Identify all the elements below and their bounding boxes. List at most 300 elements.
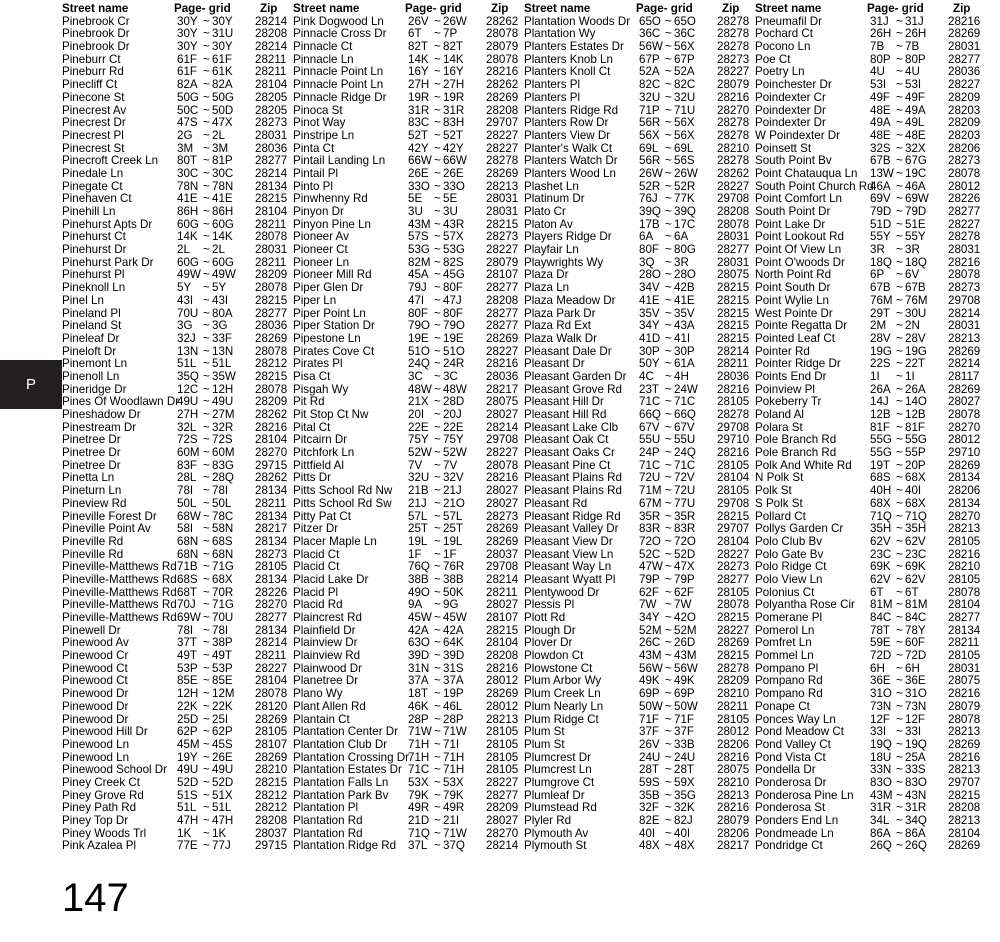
page-grid-start: 61F xyxy=(177,65,197,79)
zip-code: 28078 xyxy=(717,598,750,612)
zip-code: 28270 xyxy=(717,103,750,117)
street-name: Pineland Pl xyxy=(62,306,121,320)
page-grid-end: 60G xyxy=(212,217,234,231)
zip-code: 28205 xyxy=(255,90,288,104)
range-tilde: ~ xyxy=(203,763,210,777)
page-grid-end: 5Y xyxy=(212,281,227,295)
page-grid-start: 3Q xyxy=(639,255,655,269)
page-grid-start: 69K xyxy=(870,560,891,574)
zip-code: 28227 xyxy=(948,78,981,92)
page-grid-start: 34L xyxy=(870,814,890,827)
page-grid-end: 40I xyxy=(905,484,922,498)
page-grid-start: 85E xyxy=(177,674,198,688)
street-name: Plowstone Ct xyxy=(524,661,593,675)
street-name: Point Comfort Ln xyxy=(755,192,842,206)
street-name: Plumstead Rd xyxy=(524,801,597,815)
zip-code: 28277 xyxy=(486,306,519,320)
page-grid-start: 35R xyxy=(639,509,661,523)
page-grid-start: 22S xyxy=(870,357,891,371)
zip-code: 29707 xyxy=(486,116,519,130)
page-grid-start: 57L xyxy=(408,509,428,523)
range-tilde: ~ xyxy=(434,484,441,498)
page-grid-end: 16Y xyxy=(443,65,464,79)
zip-code: 28210 xyxy=(717,775,750,789)
range-tilde: ~ xyxy=(203,103,210,117)
range-tilde: ~ xyxy=(665,814,672,827)
street-name: Pomfret Ln xyxy=(755,636,812,650)
street-name: Pinetta Ln xyxy=(62,471,115,485)
zip-code: 28104 xyxy=(717,534,750,548)
range-tilde: ~ xyxy=(896,230,903,244)
page-grid-end: 77U xyxy=(674,496,696,510)
page-grid-end: 64K xyxy=(443,636,464,650)
page-grid-start: 35B xyxy=(639,788,660,802)
street-name: Polo Club Bv xyxy=(755,534,823,548)
page-grid-end: 60G xyxy=(212,255,234,269)
zip-code: 28262 xyxy=(486,14,519,28)
range-tilde: ~ xyxy=(434,788,441,802)
range-tilde: ~ xyxy=(203,90,210,104)
range-tilde: ~ xyxy=(434,649,441,663)
page-grid-end: 42O xyxy=(674,611,696,624)
page-grid-start: 28P xyxy=(408,712,429,726)
zip-code: 28078 xyxy=(255,344,288,358)
page-grid-end: 69W xyxy=(905,192,929,206)
zip-code: 28273 xyxy=(255,547,288,561)
page-grid-start: 55G xyxy=(870,433,892,447)
page-grid-end: 71G xyxy=(212,598,234,612)
street-name: Plaza Meadow Dr xyxy=(524,293,616,307)
range-tilde: ~ xyxy=(896,179,903,193)
street-name: Players Ridge Dr xyxy=(524,230,612,244)
range-tilde: ~ xyxy=(665,293,672,307)
page-grid-end: 55U xyxy=(674,433,696,447)
street-name: Pointer Ridge Dr xyxy=(755,357,841,371)
range-tilde: ~ xyxy=(665,128,672,142)
page-grid-start: 43M xyxy=(870,788,893,802)
page-grid-start: 12B xyxy=(870,408,891,421)
page-grid-end: 59X xyxy=(674,775,695,789)
street-name: Pinnacle Ridge Dr xyxy=(293,90,387,104)
page-grid-end: 37Q xyxy=(443,839,465,853)
page-grid-end: 39Q xyxy=(674,205,696,218)
range-tilde: ~ xyxy=(665,560,672,574)
zip-code: 28215 xyxy=(486,217,519,231)
zip-code: 28031 xyxy=(948,319,981,333)
range-tilde: ~ xyxy=(434,699,441,713)
page-grid-end: 67V xyxy=(674,420,695,434)
range-tilde: ~ xyxy=(434,255,441,269)
range-tilde: ~ xyxy=(665,281,672,295)
page-grid-end: 62P xyxy=(212,725,233,739)
page-grid-start: 50C xyxy=(177,103,199,117)
page-grid-end: 49K xyxy=(674,674,695,688)
street-name: Plainview Rd xyxy=(293,649,361,663)
zip-code: 29707 xyxy=(948,775,981,789)
zip-code: 28226 xyxy=(948,192,981,206)
page-grid-start: 42A xyxy=(408,623,429,637)
street-name: Pondmeade Ln xyxy=(755,826,834,840)
zip-code: 28075 xyxy=(717,268,750,282)
page-grid-end: 79K xyxy=(443,788,464,802)
page-grid-end: 28V xyxy=(905,331,926,345)
street-name: Polara St xyxy=(755,420,803,434)
range-tilde: ~ xyxy=(203,801,210,815)
range-tilde: ~ xyxy=(434,420,441,434)
page-grid-start: 21J xyxy=(408,496,427,510)
page-grid-end: 35G xyxy=(674,788,696,802)
range-tilde: ~ xyxy=(203,293,210,307)
zip-code: 28210 xyxy=(948,560,981,574)
page-grid-end: 32K xyxy=(674,801,695,815)
street-name: Pineburr Rd xyxy=(62,65,124,79)
range-tilde: ~ xyxy=(203,78,210,92)
street-name: Pleasant View Dr xyxy=(524,534,613,548)
range-tilde: ~ xyxy=(896,319,903,333)
page-grid-start: 47W xyxy=(639,560,663,574)
page-grid-start: 78T xyxy=(870,623,890,637)
page-grid-start: 56R xyxy=(639,154,661,168)
zip-code: 28269 xyxy=(486,687,519,701)
zip-code: 28270 xyxy=(948,420,981,434)
street-name: Pinewood Ln xyxy=(62,737,130,751)
page-grid-end: 38P xyxy=(212,636,233,650)
page-grid-start: 71B xyxy=(177,560,198,574)
street-name: Pineridge Dr xyxy=(62,382,127,396)
street-name: Plashet Ln xyxy=(524,179,579,193)
zip-code: 28211 xyxy=(255,217,287,231)
street-name: Pond Vista Ct xyxy=(755,750,826,764)
zip-code: 28203 xyxy=(948,103,981,117)
zip-code: 28031 xyxy=(717,255,750,269)
street-name: Pollys Garden Cr xyxy=(755,522,844,536)
page-grid-end: 25T xyxy=(443,522,463,536)
range-tilde: ~ xyxy=(665,484,672,498)
range-tilde: ~ xyxy=(896,192,903,206)
street-name: Pinnacle Point Ln xyxy=(293,65,384,79)
page-grid-start: 83O xyxy=(870,775,892,789)
page-grid-start: 76M xyxy=(870,293,893,307)
page-grid-start: 19Y xyxy=(177,750,198,764)
page-grid-end: 14K xyxy=(443,52,464,66)
range-tilde: ~ xyxy=(434,395,441,409)
zip-code: 28214 xyxy=(255,40,288,54)
page-grid-end: 47J xyxy=(443,293,462,307)
page-grid-end: 14O xyxy=(905,395,927,409)
page-grid-end: 49T xyxy=(212,649,232,663)
zip-code: 28075 xyxy=(486,395,519,409)
page-grid-end: 23C xyxy=(905,547,927,561)
page-grid-end: 7P xyxy=(443,27,458,41)
zip-code: 28105 xyxy=(717,458,750,472)
street-name: Pleasant Plains Rd xyxy=(524,471,622,485)
page-grid-start: 59E xyxy=(870,636,891,650)
page-grid-end: 7B xyxy=(905,40,920,54)
page-grid-end: 50K xyxy=(443,585,464,599)
page-grid-end: 86H xyxy=(212,205,234,218)
street-name: Platinum Dr xyxy=(524,192,585,206)
page-grid-start: 67V xyxy=(639,420,660,434)
zip-code: 28079 xyxy=(948,699,981,713)
page-grid-end: 18Q xyxy=(905,255,927,269)
zip-code: 28269 xyxy=(948,737,981,751)
range-tilde: ~ xyxy=(203,458,210,472)
page-grid-start: 86H xyxy=(177,205,199,218)
zip-code: 28104 xyxy=(948,826,981,840)
page-grid-end: 61F xyxy=(212,52,232,66)
street-name: Plantation Rd xyxy=(293,814,363,827)
range-tilde: ~ xyxy=(434,509,441,523)
range-tilde: ~ xyxy=(203,382,210,396)
page-grid-end: 6T xyxy=(905,585,919,599)
range-tilde: ~ xyxy=(665,306,672,320)
page-grid-end: 80F xyxy=(443,281,463,295)
page-grid-end: 35H xyxy=(905,522,927,536)
range-tilde: ~ xyxy=(665,90,672,104)
range-tilde: ~ xyxy=(434,661,441,675)
range-tilde: ~ xyxy=(665,547,672,561)
page-grid-end: 12H xyxy=(212,382,234,396)
street-name: Planters Wood Ln xyxy=(524,166,616,180)
page-grid-end: 12F xyxy=(905,712,925,726)
range-tilde: ~ xyxy=(203,496,210,510)
page-grid-end: 81P xyxy=(212,154,233,168)
street-name: Plano Wy xyxy=(293,687,343,701)
range-tilde: ~ xyxy=(434,560,441,574)
street-name: Piney Creek Ct xyxy=(62,775,140,789)
street-name: Planters View Dr xyxy=(524,128,611,142)
zip-code: 28105 xyxy=(717,712,750,726)
zip-code: 28105 xyxy=(486,737,519,751)
page-grid-end: 53G xyxy=(443,243,465,257)
zip-code: 28273 xyxy=(486,230,519,244)
page-grid-end: 9G xyxy=(443,598,459,612)
zip-code: 28211 xyxy=(255,255,287,269)
range-tilde: ~ xyxy=(203,446,210,460)
page-grid-end: 31S xyxy=(443,661,464,675)
zip-code: 28269 xyxy=(486,90,519,104)
page-grid-start: 75Y xyxy=(408,433,429,447)
page-grid-start: 3G xyxy=(177,319,193,333)
zip-code: 28227 xyxy=(948,217,981,231)
page-grid-end: 32V xyxy=(443,471,464,485)
range-tilde: ~ xyxy=(896,27,903,41)
page-grid-start: 46A xyxy=(870,179,891,193)
page-grid-start: 19T xyxy=(870,458,890,472)
street-name: Pleasant Way Ln xyxy=(524,560,612,574)
page-grid-end: 78I xyxy=(212,623,229,637)
page-grid-start: 71H xyxy=(408,737,430,751)
zip-code: 29707 xyxy=(717,522,750,536)
page-grid-end: 38B xyxy=(443,572,464,586)
zip-code: 28216 xyxy=(717,750,750,764)
page-grid-end: 53P xyxy=(212,661,233,675)
page-grid-start: 33N xyxy=(870,763,892,777)
street-name: Piper Glen Dr xyxy=(293,281,364,295)
page-grid-end: 71H xyxy=(443,750,465,764)
zip-code: 29708 xyxy=(717,420,750,434)
page-grid-end: 2L xyxy=(212,128,225,142)
street-name: Planters Pl xyxy=(524,90,581,104)
page-grid-start: 18Q xyxy=(870,255,892,269)
page-grid-end: 42A xyxy=(443,623,464,637)
range-tilde: ~ xyxy=(203,585,210,599)
page-grid-start: 25D xyxy=(177,712,199,726)
page-grid-start: 62V xyxy=(870,534,891,548)
range-tilde: ~ xyxy=(665,255,672,269)
page-grid-start: 68T xyxy=(177,585,197,599)
range-tilde: ~ xyxy=(203,205,210,218)
page-grid-end: 83R xyxy=(674,522,696,536)
street-name: Pittfield Al xyxy=(293,458,344,472)
range-tilde: ~ xyxy=(896,357,903,371)
range-tilde: ~ xyxy=(665,192,672,206)
zip-code: 28213 xyxy=(948,522,981,536)
page-grid-end: 14K xyxy=(212,230,233,244)
zip-code: 28117 xyxy=(948,369,980,383)
zip-header: Zip xyxy=(722,2,740,15)
range-tilde: ~ xyxy=(896,674,903,688)
zip-code: 29708 xyxy=(486,433,519,447)
range-tilde: ~ xyxy=(203,712,210,726)
zip-code: 28273 xyxy=(948,154,981,168)
range-tilde: ~ xyxy=(896,623,903,637)
range-tilde: ~ xyxy=(896,65,903,79)
page-grid-start: 66Q xyxy=(639,408,661,421)
page-grid-end: 3R xyxy=(674,255,689,269)
street-name: Pirates Pl xyxy=(293,357,343,371)
page-grid-start: 71C xyxy=(408,763,430,777)
page-grid-start: 80F xyxy=(639,243,659,257)
zip-code: 28031 xyxy=(255,243,288,257)
page-grid-end: 35V xyxy=(674,306,695,320)
zip-code: 28216 xyxy=(255,420,288,434)
page-grid-end: 27M xyxy=(212,408,235,421)
street-name: Pleasant Valley Dr xyxy=(524,522,619,536)
range-tilde: ~ xyxy=(203,357,210,371)
street-name: Point Wylie Ln xyxy=(755,293,830,307)
range-tilde: ~ xyxy=(665,116,672,130)
street-name: Poinsett St xyxy=(755,141,812,155)
street-name: Pinewood Ln xyxy=(62,750,130,764)
zip-code: 29708 xyxy=(717,192,750,206)
range-tilde: ~ xyxy=(665,471,672,485)
street-name: Pinetree Dr xyxy=(62,433,121,447)
range-tilde: ~ xyxy=(203,814,210,827)
range-tilde: ~ xyxy=(434,458,441,472)
page-grid-start: 7W xyxy=(639,598,657,612)
zip-header: Zip xyxy=(491,2,509,15)
page-grid-end: 72O xyxy=(674,534,696,548)
page-grid-end: 56W xyxy=(674,661,698,675)
zip-code: 28012 xyxy=(948,433,981,447)
zip-code: 28078 xyxy=(255,230,288,244)
page-grid-start: 53X xyxy=(408,775,429,789)
range-tilde: ~ xyxy=(203,217,210,231)
zip-code: 28036 xyxy=(717,369,750,383)
zip-code: 28078 xyxy=(486,458,519,472)
range-tilde: ~ xyxy=(203,331,210,345)
range-tilde: ~ xyxy=(434,839,441,853)
zip-code: 28078 xyxy=(948,408,981,421)
zip-code: 28216 xyxy=(486,661,519,675)
range-tilde: ~ xyxy=(665,141,672,155)
zip-code: 28214 xyxy=(486,420,519,434)
zip-code: 28210 xyxy=(717,141,750,155)
page-grid-end: 6V xyxy=(905,268,920,282)
zip-code: 28277 xyxy=(948,205,981,218)
street-name: Pital Ct xyxy=(293,420,331,434)
street-name: Pleasant Lake Clb xyxy=(524,420,619,434)
range-tilde: ~ xyxy=(896,90,903,104)
range-tilde: ~ xyxy=(434,534,441,548)
street-name: Planters Pl xyxy=(524,78,581,92)
range-tilde: ~ xyxy=(203,433,210,447)
street-name: Poinview Pl xyxy=(755,382,815,396)
zip-code: 28105 xyxy=(255,725,288,739)
zip-code: 28210 xyxy=(255,763,288,777)
range-tilde: ~ xyxy=(896,712,903,726)
street-name: Pipestone Ln xyxy=(293,331,361,345)
page-grid-end: 70R xyxy=(212,585,234,599)
page-grid-start: 23C xyxy=(870,547,892,561)
zip-code: 28078 xyxy=(948,712,981,726)
page-grid-end: 40I xyxy=(674,826,691,840)
street-name: Plantation Club Dr xyxy=(293,737,388,751)
page-grid-end: 56X xyxy=(674,40,695,54)
street-name: North Point Rd xyxy=(755,268,832,282)
zip-code: 28269 xyxy=(948,839,981,853)
range-tilde: ~ xyxy=(203,27,210,41)
street-name: Plantation Estates Dr xyxy=(293,763,402,777)
page-grid-end: 43M xyxy=(674,649,697,663)
street-name: Pleasant Dr xyxy=(524,357,585,371)
street-name: Pintail Landing Ln xyxy=(293,154,386,168)
page-grid-end: 47X xyxy=(674,560,695,574)
range-tilde: ~ xyxy=(434,103,441,117)
page-grid-start: 58I xyxy=(177,522,194,536)
page-grid-start: 28L xyxy=(177,471,197,485)
street-name: Pitts School Rd Nw xyxy=(293,484,393,498)
street-name: Pines Of Woodlawn Dr xyxy=(62,395,180,409)
zip-code: 28215 xyxy=(717,281,750,295)
street-name: Pinewood Dr xyxy=(62,687,129,701)
range-tilde: ~ xyxy=(665,674,672,688)
street-name: Pinehurst Pl xyxy=(62,268,125,282)
page-grid-end: 30Y xyxy=(212,40,233,54)
page-grid-start: 71C xyxy=(639,458,661,472)
street-name: Ponape Ct xyxy=(755,699,810,713)
zip-code: 28273 xyxy=(717,560,750,574)
page-grid-end: 52A xyxy=(674,65,695,79)
page-grid-start: 2G xyxy=(177,128,193,142)
range-tilde: ~ xyxy=(434,306,441,320)
range-tilde: ~ xyxy=(896,217,903,231)
zip-code: 28227 xyxy=(486,775,519,789)
page-grid-start: 31R xyxy=(408,103,430,117)
page-grid-start: 32S xyxy=(870,141,891,155)
range-tilde: ~ xyxy=(896,547,903,561)
zip-code: 28227 xyxy=(486,141,519,155)
range-tilde: ~ xyxy=(896,255,903,269)
page-grid-end: 67G xyxy=(905,154,927,168)
page-grid-start: 67B xyxy=(870,281,891,295)
street-name: Placid Pl xyxy=(293,585,339,599)
street-name: Pioneer Ln xyxy=(293,255,350,269)
page-grid-end: 49U xyxy=(212,395,234,409)
range-tilde: ~ xyxy=(434,344,441,358)
page-grid-start: 4U xyxy=(870,65,885,79)
